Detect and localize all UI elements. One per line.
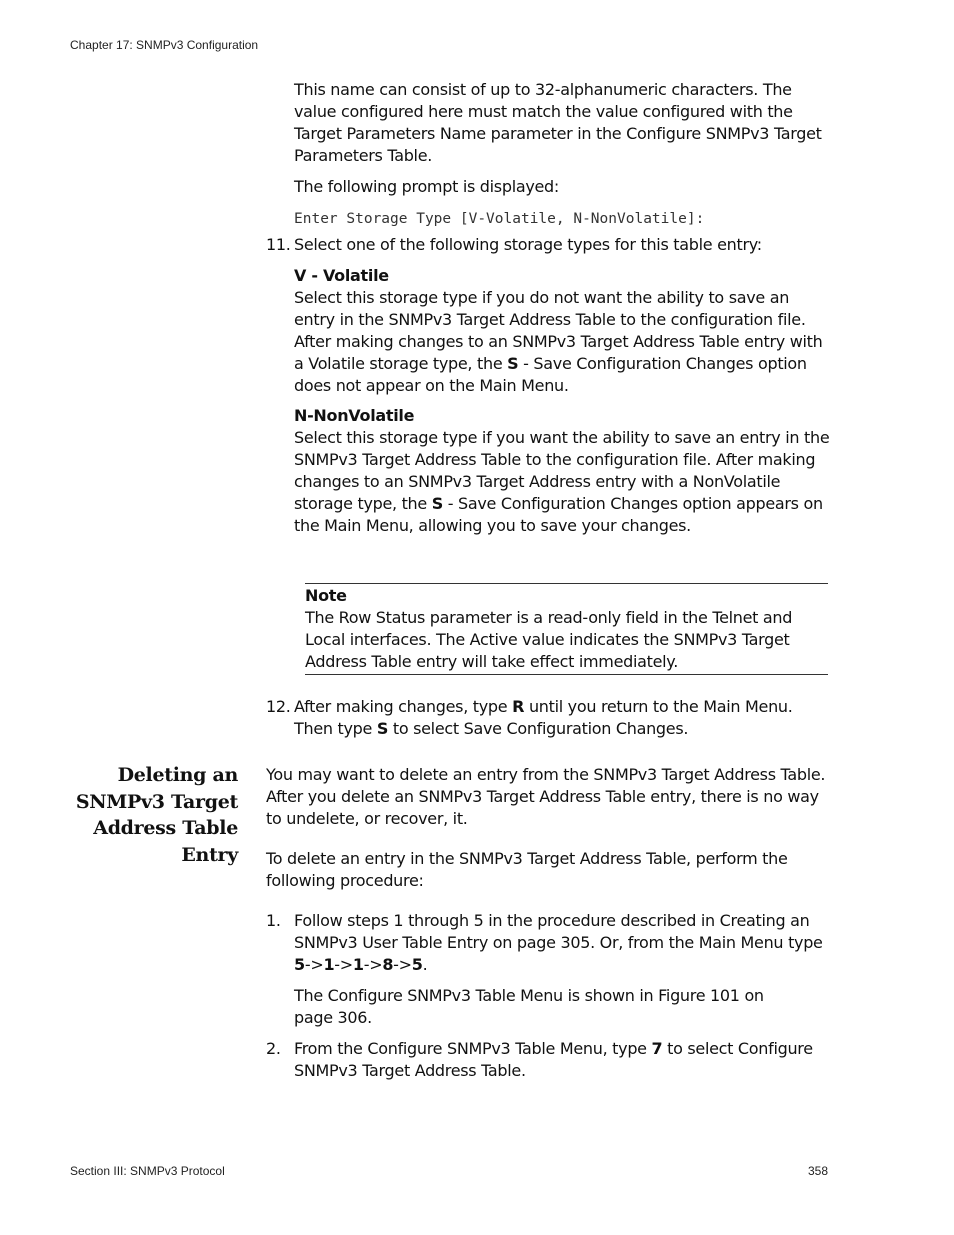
option-title: N-NonVolatile bbox=[294, 406, 415, 425]
step-text: Select one of the following storage types for this table entry: bbox=[294, 235, 762, 254]
option-title: V - Volatile bbox=[294, 266, 389, 285]
running-header: Chapter 17: SNMPv3 Configuration bbox=[70, 38, 259, 52]
note-body: The Row Status parameter is a read-only field in the Telnet and Local interfaces. The Active value indicates the SNMPv3 Target Address Table entry will take effect immediately. bbox=[305, 608, 793, 671]
option-description: Select this storage type if you want the ability to save an entry in the SNMPv3 Target Address Table to the configuration file. After making changes to an SNMPv3 Target Address entry with a NonVolatile storage type, the S - Save Configuration Changes option appears on the Main Menu, allowing you to save your changes. bbox=[294, 428, 830, 535]
paragraph: You may want to delete an entry from the SNMPv3 Target Address Table. After you delete an SNMPv3 Target Address Table entry, there is no way to undelete, or recover, it. bbox=[266, 765, 826, 828]
note-title: Note bbox=[305, 586, 347, 605]
option-block-nonvolatile bbox=[294, 405, 834, 537]
step-number: 11. bbox=[266, 235, 291, 254]
paragraph: The following prompt is displayed: bbox=[294, 177, 560, 196]
option-block-volatile bbox=[294, 265, 834, 397]
step-number: 12. bbox=[266, 697, 291, 716]
step-number: 2. bbox=[266, 1039, 281, 1058]
page-number: 358 bbox=[808, 1164, 829, 1178]
note-top-rule bbox=[305, 583, 828, 584]
note-bottom-rule bbox=[305, 674, 828, 675]
paragraph: To delete an entry in the SNMPv3 Target Address Table, perform the following procedure: bbox=[266, 849, 788, 890]
option-description: Select this storage type if you do not want the ability to save an entry in the SNMPv3 Target Address Table to the configuration file. After making changes to an SNMPv3 Target Address Table entry with a Volatile storage type, the S - Save Configuration Changes option does not appear on the Main Menu. bbox=[294, 288, 823, 395]
step-number: 1. bbox=[266, 911, 281, 930]
step-text: Follow steps 1 through 5 in the procedure described in Creating an SNMPv3 User Table Entry on page 305. Or, from the Main Menu type 5->1->1->8->5. bbox=[294, 911, 823, 974]
note bbox=[305, 585, 835, 673]
prompt-code: Enter Storage Type [V-Volatile, N-NonVolatile]: bbox=[294, 211, 705, 227]
section-heading: Deleting an SNMPv3 Target Address Table Entry bbox=[75, 764, 238, 866]
step-text: After making changes, type R until you return to the Main Menu. Then type S to select Save Configuration Changes. bbox=[294, 697, 793, 738]
step-subtext: The Configure SNMPv3 Table Menu is shown in Figure 101 on page 306. bbox=[294, 986, 764, 1027]
step-text: From the Configure SNMPv3 Table Menu, type 7 to select Configure SNMPv3 Target Address Table. bbox=[294, 1039, 813, 1080]
running-footer: Section III: SNMPv3 Protocol bbox=[70, 1164, 225, 1178]
paragraph: This name can consist of up to 32-alphanumeric characters. The value configured here must match the value configured with the Target Parameters Name parameter in the Configure SNMPv3 Target Parameters Table. bbox=[294, 80, 822, 165]
